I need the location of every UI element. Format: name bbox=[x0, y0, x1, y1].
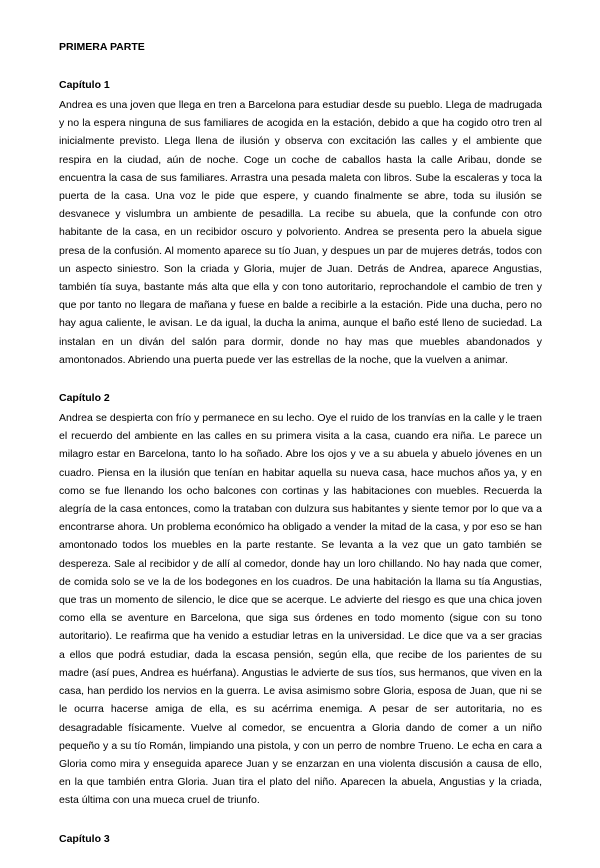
chapter-3 bbox=[59, 832, 542, 846]
chapter-title: Capítulo 1 bbox=[59, 79, 110, 91]
chapter-1 bbox=[59, 78, 542, 369]
document-page bbox=[59, 40, 542, 868]
chapter-title: Capítulo 2 bbox=[59, 392, 110, 405]
part-title: PRIMERA PARTE bbox=[59, 41, 145, 53]
chapter-2 bbox=[59, 391, 542, 809]
chapter-title: Capítulo 3 bbox=[59, 832, 110, 845]
chapter-body: Andrea se despierta con frío y permanece en su lecho. Oye el ruido de los tranvías en la calle y le traen el recuerdo del ambiente en las calles en su primera visita a la casa, cuando era niña. Le parece un milagro estar en Barcelona, tanto lo ha soñado. Abre los ojos y ve a su abuela y abuelo jóvenes en un cuadro. Piensa en la ilusión que tenían en habitar aquella su nueva casa, hace muchos años ya, y en como se fue llenando los ocho balcones con cortinas y las habitaciones con muebles. Recuerda la alegría de la casa entonces, como la trataban con dulzura sus habitantes y siente temor por lo que va a encontrarse ahora. Un problema económico ha obligado a vender la mitad de la casa, y por eso se han amontonado todos los muebles en la parte restante. Se levanta a la vez que un gato también se despereza. Sale al recibidor y de allí al comedor, donde hay un loro chillando. No hay nada que comer, de comida solo se ve la de los bodegones en los cuadros. De una habitación la llama su tía Angustias, que tras un momento de silencio, le dice que se acerque. Le advierte del riesgo es que una chica joven como ella se aventure en Barcelona, que siga sus órdenes en todo momento (sigue con su tono autoritario). Le reafirma que ha venido a estudiar letras en la universidad. Le dice que va a ser gracias a ellos que podrá estudiar, dada la escasa pensión, según ella, que recibe de los parientes de su madre (así pues, Andrea es huérfana). Angustias le advierte de sus tíos, sus hermanos, que viven en la casa, han perdido los nervios en la guerra. Le avisa asimismo sobre Gloria, esposa de Juan, que ni se le ocurra hacerse amiga de ella, es su acérrima enemiga. A pesar de ser autoritaria, no es desagradable físicamente. Vuelve al comedor, se encuentra a Gloria dando de comer a un niño pequeño y a su tío Román, limpiando una pistola, y con un perro de nombre Trueno. Le echa en cara a Gloria como mira y enseguida aparece Juan y se enzarzan en una violenta discusión a causa de ello, en la que también entra Gloria. Juan tira el plato del niño. Aparecen la abuela, Angustias y la criada, esta última con una mueca cruel de triunfo. bbox=[59, 412, 542, 807]
chapter-body: Andrea es una joven que llega en tren a Barcelona para estudiar desde su pueblo. Llega de madrugada y no la espera ninguna de sus familiares de acogida en la estación, debido a que ha cogido otro tren al inicialmente previsto. Llega llena de ilusión y observa con excitación las calles y el ambiente que respira en la ciudad, aún de noche. Coge un coche de caballos hasta la calle Aribau, donde se encuentra la casa de sus familiares. Arrastra una pesada maleta con libros. Sube la escaleras y toca la puerta de la casa. Una voz le pide que espere, y cuando finalmente se abre, toda su ilusión se desvanece y vislumbra un ambiente de pesadilla. La recibe su abuela, que la confunde con otro habitante de la casa, en un recibidor oscuro y polvoriento. Andrea se presenta pero la abuela sigue presa de la confusión. Al momento aparece su tío Juan, y despues un par de mujeres detrás, todos con un aspecto siniestro. Son la criada y Gloria, mujer de Juan. Detrás de Andrea, aparece Angustias, también tía suya, bastante más alta que ella y con tono autoritario, reprochandole el cambio de tren y que por tanto no llegara de mañana y fuese en balde a recibirle a la estación. Pide una ducha, pero no hay agua caliente, le avisan. Le da igual, la ducha la anima, aunque el baño esté lleno de suciedad. La instalan en un diván del salón para dormir, donde no hay mas que muebles abandonados y amontonados. Abriendo una puerta puede ver las estrellas de la noche, que la vuelven a animar. bbox=[59, 99, 542, 366]
